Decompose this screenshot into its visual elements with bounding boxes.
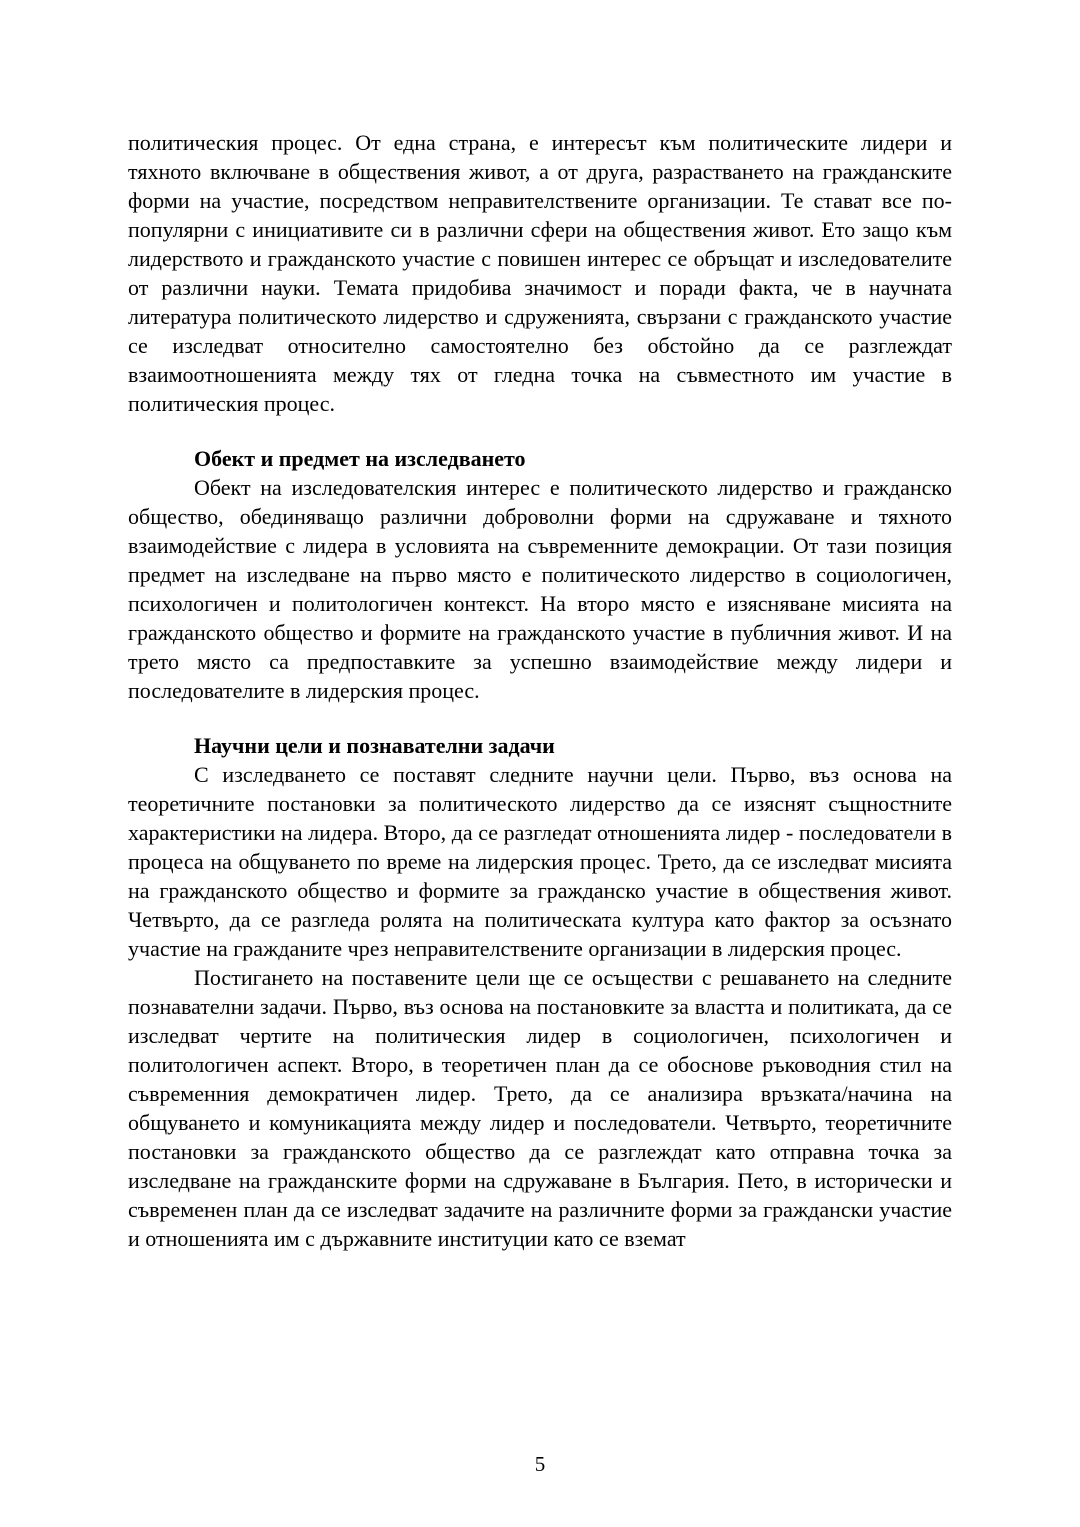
section-heading-goals-tasks: Научни цели и познавателни задачи — [194, 733, 555, 758]
page-number: 5 — [534, 1452, 546, 1476]
paragraph: Постигането на поставените цели ще се осъществи с решаването на следните познавателни задачи. Първо, въз основа на постановките за властта и политиката, да се изследват чертите на политическия лидер в социологичен, психологичен и политологичен аспект. Второ, в теоретичен план да се обоснове ръководния стил на съвременния демократичен лидер. Трето, да се анализира връзката/начина на общуването и комуникацията между лидер и последователи. Четвърто, теоретичните постановки за гражданското общество да се разглеждат като отправна точка за изследване на гражданските форми на сдружаване в България. Пето, в исторически и съвременен план да се изследват задачите на различните форми за граждански участие и отношенията им с държавните институции като се вземат — [128, 965, 952, 1251]
section-heading-object-subject: Обект и предмет на изследването — [194, 446, 526, 471]
paragraph: Обект на изследователския интерес е политическото лидерство и гражданско общество, обединяващо различни доброволни форми на сдружаване и тяхното взаимодействие с лидера в условията на съвременните демокрации. От тази позиция предмет на изследване на първо място е политическото лидерство в социологичен, психологичен и политологичен контекст. На второ място е изясняване мисията на гражданското общество и формите на гражданското участие в публичния живот. И на трето място са предпоставките за успешно взаимодействие между лидери и последователите в лидерския процес. — [128, 475, 952, 703]
paragraph: С изследването се поставят следните научни цели. Първо, въз основа на теоретичните постановки за политическото лидерство да се изяснят същностните характеристики на лидера. Второ, да се разгледат отношенията лидер - последователи в процеса на общуването по време на лидерския процес. Трето, да се изследват мисията на гражданското общество и формите за гражданско участие в обществения живот. Четвърто, да се разгледа ролята на политическата култура като фактор за осъзнато участие на гражданите чрез неправителствените организации в лидерския процес. — [128, 762, 952, 961]
text-block — [128, 128, 952, 1253]
paragraph: политическия процес. От една страна, е интересът към политическите лидери и тяхното включване в обществения живот, а от друга, разрастването на гражданските форми на участие, посредством неправителствените организации. Те стават все по-популярни с инициативите си в различни сфери на обществения живот. Ето защо към лидерството и гражданското участие с повишен интерес се обръщат и изследователите от различни науки. Темата придобива значимост и поради факта, че в научната литература политическото лидерство и сдруженията, свързани с гражданското участие се изследват относително самостоятелно без обстойно да се разглеждат взаимоотношенията между тях от гледна точка на съвместното им участие в политическия процес. — [128, 130, 952, 416]
